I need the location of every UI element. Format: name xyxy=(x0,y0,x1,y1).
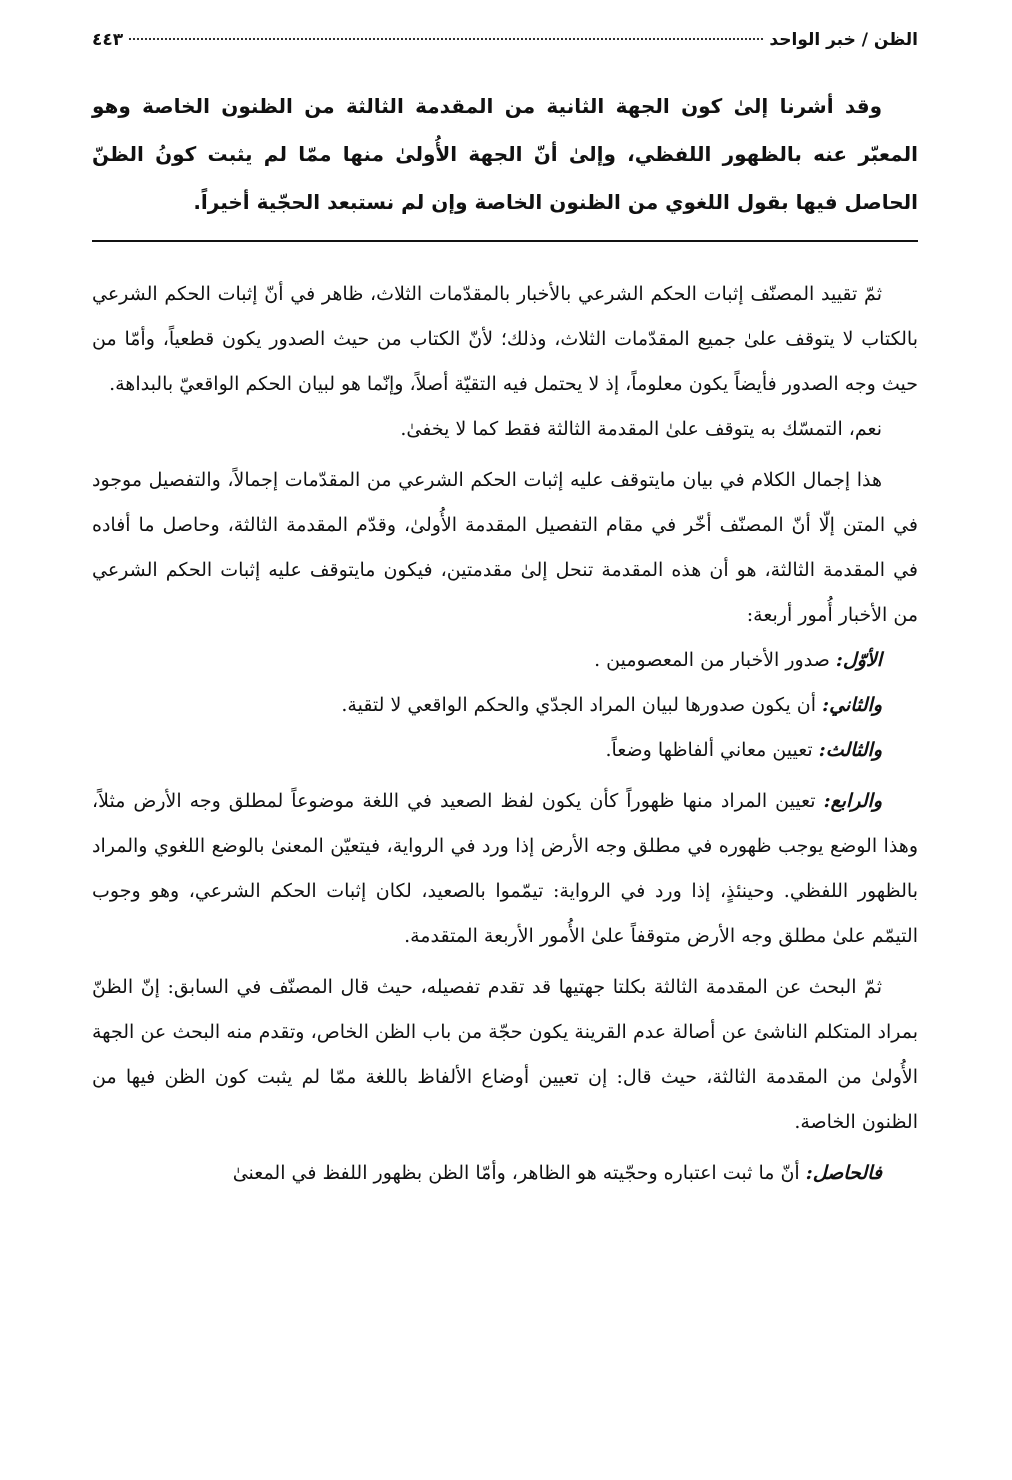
list-item-first xyxy=(92,638,918,683)
list-item-third-lead: والثالث: xyxy=(818,739,882,761)
main-text-paragraph: وقد أشرنا إلىٰ كون الجهة الثانية من المقدمة الثالثة من الظنون الخاصة وهو المعبّر عنه بالظهور اللفظي، وإلىٰ أنّ الجهة الأُولىٰ منها ممّا لم يثبت كونُ الظنّ الحاصل فيها بقول اللغوي من الظنون الخاصة وإن لم نستبعد الحجّية أخيراً. xyxy=(92,94,918,214)
list-item-second-text: أن يكون صدورها لبيان المراد الجدّي والحكم الواقعي لا لتقية. xyxy=(341,694,817,716)
list-item-first-lead: الأوّل: xyxy=(835,649,882,671)
dot-leader xyxy=(129,38,763,40)
page-number: ٤٤٣ xyxy=(92,30,124,50)
running-header xyxy=(92,30,918,70)
list-item-third xyxy=(92,728,918,773)
commentary-paragraph-3: هذا إجمال الكلام في بيان مايتوقف عليه إثبات الحكم الشرعي من المقدّمات إجمالاً، والتفصيل موجود في المتن إلّا أنّ المصنّف أخّر في مقام التفصيل المقدمة الأُولىٰ، وقدّم المقدمة الثالثة، وحاصل ما أفاده في المقدمة الثالثة، هو أن هذه المقدمة تنحل إلىٰ مقدمتين، فيكون مايتوقف عليه إثبات الحكم الشرعي من الأخبار أُمور أربعة: xyxy=(92,469,918,626)
summary-text: أنّ ما ثبت اعتباره وحجّيته هو الظاهر، وأمّا الظن بظهور اللفظ في المعنىٰ xyxy=(232,1162,800,1184)
list-item-first-text: صدور الأخبار من المعصومين . xyxy=(594,649,830,671)
list-item-fourth-text: تعيين المراد منها ظهوراً كأن يكون لفظ الصعيد في اللغة موضوعاً لمطلق وجه الأرض مثلاً، وهذا الوضع يوجب ظهوره في مطلق وجه الأرض إذا ورد في الرواية، فيتعيّن المعنىٰ بالوضع اللغوي والمراد بالظهور اللفظي. وحينئذٍ، إذا ورد في الرواية: تيمّموا بالصعيد، لكان إثبات الحكم الشرعي، وهو وجوب التيمّم علىٰ مطلق وجه الأرض متوقفاً علىٰ الأُمور الأربعة المتقدمة. xyxy=(92,790,918,947)
commentary-paragraph-1: ثمّ تقييد المصنّف إثبات الحكم الشرعي بالأخبار بالمقدّمات الثلاث، ظاهر في أنّ إثبات الحكم الشرعي بالكتاب لا يتوقف علىٰ جميع المقدّمات الثلاث، وذلك؛ لأنّ الكتاب من حيث الصدور يكون قطعياً، وأمّا من حيث وجه الصدور فأيضاً يكون معلوماً، إذ لا يحتمل فيه التقيّة أصلاً، وإنّما هو لبيان الحكم الواقعيّ بالبداهة. xyxy=(92,283,918,395)
commentary-paragraph-2: نعم، التمسّك به يتوقف علىٰ المقدمة الثالثة فقط كما لا يخفىٰ. xyxy=(400,418,882,440)
list-item-third-text: تعيين معاني ألفاظها وضعاً. xyxy=(605,739,813,761)
list-item-fourth xyxy=(92,779,918,959)
list-item-second xyxy=(92,683,918,728)
commentary-section xyxy=(92,272,918,1196)
commentary-paragraph-5 xyxy=(92,1151,918,1196)
running-title: الظن / خبر الواحد xyxy=(769,30,918,50)
list-item-fourth-lead: والرابع: xyxy=(823,790,882,812)
book-page xyxy=(92,30,918,1196)
list-item-second-lead: والثاني: xyxy=(822,694,882,716)
summary-lead: فالحاصل: xyxy=(805,1162,882,1184)
separator-rule xyxy=(92,240,918,242)
commentary-paragraph-4: ثمّ البحث عن المقدمة الثالثة بكلتا جهتيها قد تقدم تفصيله، حيث قال المصنّف في السابق: إنّ الظنّ بمراد المتكلم الناشئ عن أصالة عدم القرينة يكون حجّة من باب الظن الخاص، وتقدم منه البحث عن الجهة الأُولىٰ من المقدمة الثالثة، حيث قال: إن تعيين أوضاع الألفاظ باللغة ممّا لم يثبت كون الظن فيها من الظنون الخاصة. xyxy=(92,976,918,1133)
